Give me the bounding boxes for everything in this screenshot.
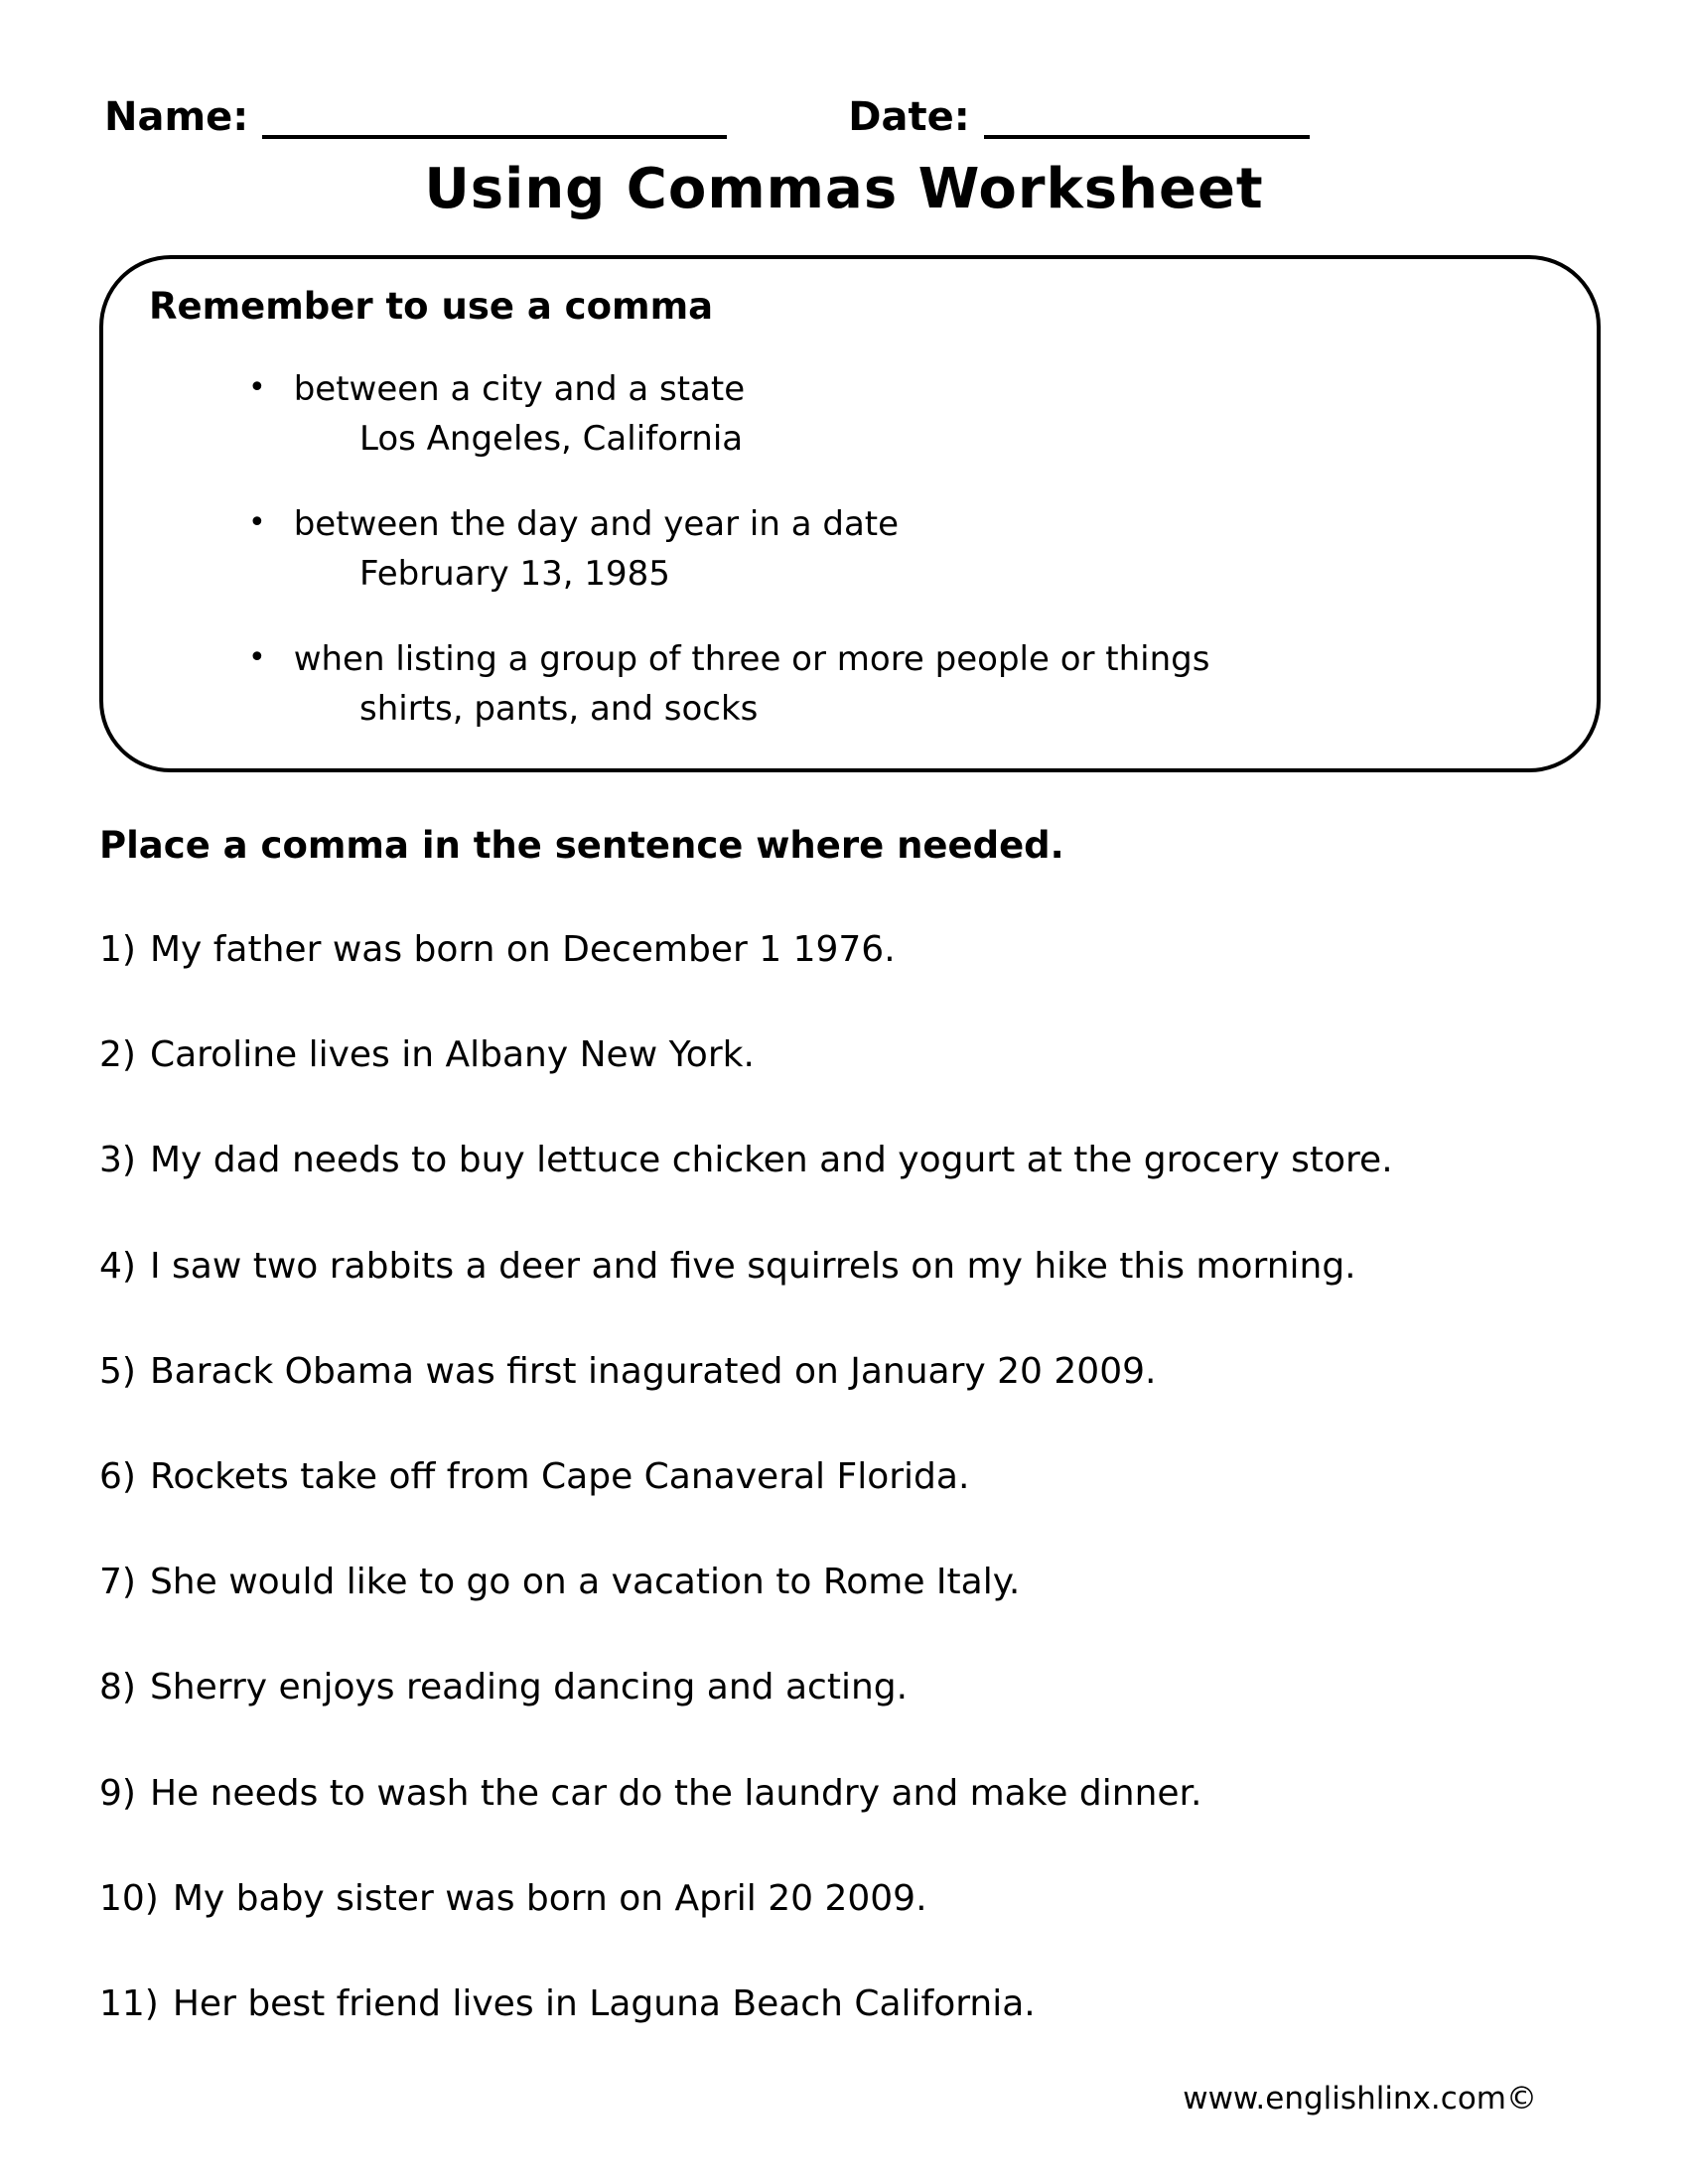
sentence-number: 4) xyxy=(99,1245,136,1287)
rule-item xyxy=(149,369,1547,459)
rule-item xyxy=(149,639,1547,729)
rule-line xyxy=(149,504,1547,544)
sentence-row xyxy=(99,1245,1688,1288)
date-field xyxy=(848,91,1309,139)
sentence-text: He needs to wash the car do the laundry and make dinner. xyxy=(149,1772,1202,1814)
sentence-number: 2) xyxy=(99,1034,136,1076)
date-label: Date: xyxy=(848,94,970,140)
sentence-number: 3) xyxy=(99,1140,136,1181)
page-title: Using Commas Worksheet xyxy=(424,157,1264,221)
header-row xyxy=(0,0,1688,139)
rules-list xyxy=(149,369,1547,729)
sentence-row xyxy=(99,1877,1688,1920)
rules-box-heading: Remember to use a comma xyxy=(149,285,714,328)
rule-text: when listing a group of three or more people or things xyxy=(293,639,1210,679)
sentence-text: Barack Obama was first inagurated on January 20 2009. xyxy=(149,1350,1157,1392)
sentence-number: 6) xyxy=(99,1455,136,1497)
sentence-text: I saw two rabbits a deer and five squirrels on my hike this morning. xyxy=(149,1245,1356,1287)
rule-example: Los Angeles, California xyxy=(359,419,744,459)
sentence-text: Sherry enjoys reading dancing and acting. xyxy=(149,1667,909,1708)
sentence-row xyxy=(99,1666,1688,1708)
sentence-text: She would like to go on a vacation to Rome Italy. xyxy=(149,1562,1021,1603)
rules-box xyxy=(99,255,1601,772)
name-field xyxy=(104,91,727,139)
rule-text: between a city and a state xyxy=(293,369,746,409)
sentence-number: 7) xyxy=(99,1562,136,1603)
date-blank-line xyxy=(984,91,1310,139)
sentence-number: 9) xyxy=(99,1772,136,1814)
name-blank-line xyxy=(262,91,727,139)
sentence-number: 5) xyxy=(99,1350,136,1392)
sentence-number: 11) xyxy=(99,1982,159,2024)
sentence-row xyxy=(99,1982,1688,2025)
rule-text: between the day and year in a date xyxy=(293,504,900,544)
sentence-list xyxy=(99,928,1688,2025)
sentence-number: 1) xyxy=(99,929,136,970)
sentence-number: 8) xyxy=(99,1667,136,1708)
sentence-row xyxy=(99,1455,1688,1498)
rule-line xyxy=(149,639,1547,679)
rule-line xyxy=(149,369,1547,409)
bullet-icon: • xyxy=(248,640,266,675)
sentence-row xyxy=(99,1033,1688,1076)
footer-credit: www.englishlinx.com© xyxy=(1183,2081,1537,2116)
sentence-row xyxy=(99,928,1688,971)
sentence-text: My baby sister was born on April 20 2009. xyxy=(172,1877,927,1919)
sentence-text: My dad needs to buy lettuce chicken and yogurt at the grocery store. xyxy=(149,1140,1393,1181)
sentence-text: Rockets take off from Cape Canaveral Florida. xyxy=(149,1455,970,1497)
sentence-text: Caroline lives in Albany New York. xyxy=(149,1034,755,1076)
bullet-icon: • xyxy=(248,370,266,405)
sentence-row xyxy=(99,1772,1688,1815)
sentence-text: Her best friend lives in Laguna Beach California. xyxy=(172,1982,1036,2024)
sentence-number: 10) xyxy=(99,1877,159,1919)
sentence-row xyxy=(99,1561,1688,1603)
rule-item xyxy=(149,504,1547,594)
sentence-text: My father was born on December 1 1976. xyxy=(149,929,896,970)
rule-example: February 13, 1985 xyxy=(359,554,670,594)
sentence-row xyxy=(99,1350,1688,1393)
name-label: Name: xyxy=(104,94,249,140)
rule-example: shirts, pants, and socks xyxy=(359,689,759,729)
instruction-text: Place a comma in the sentence where needed. xyxy=(99,824,1064,867)
bullet-icon: • xyxy=(248,505,266,540)
sentence-row xyxy=(99,1139,1688,1181)
